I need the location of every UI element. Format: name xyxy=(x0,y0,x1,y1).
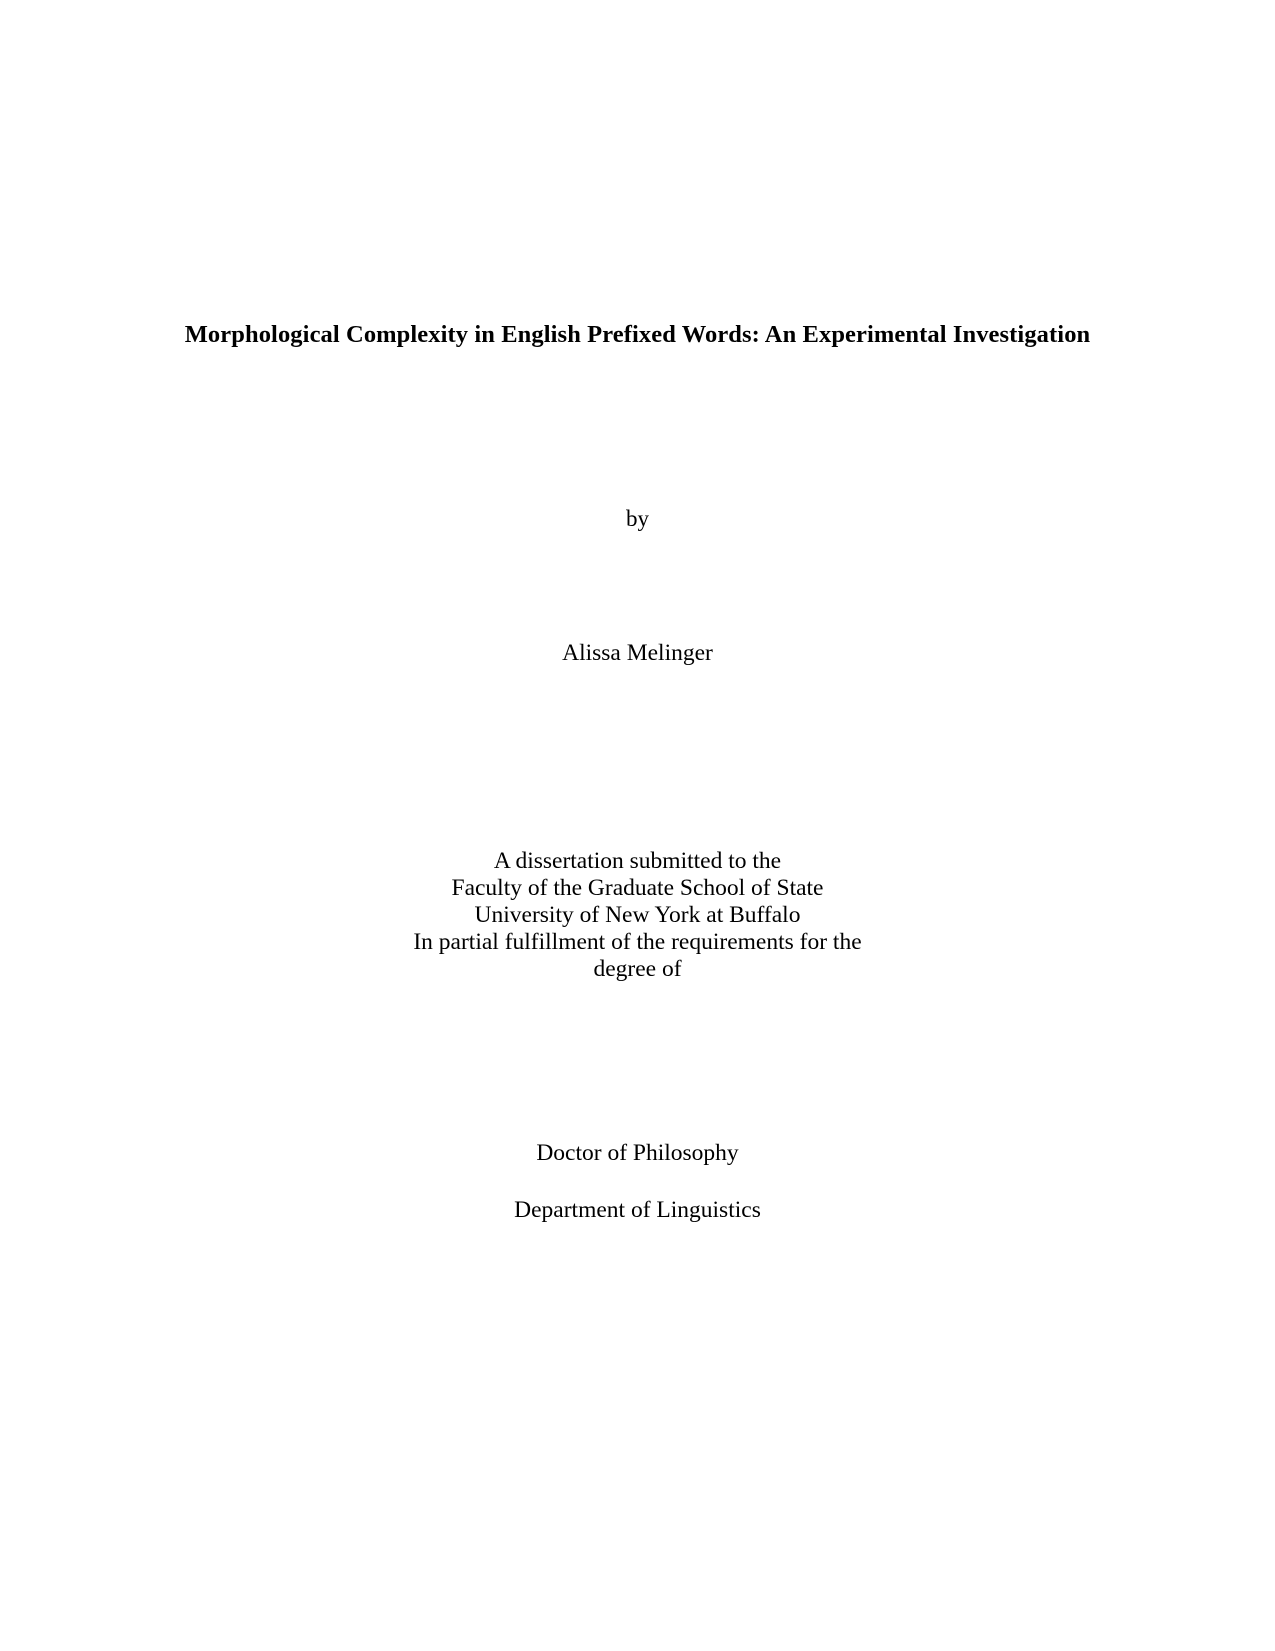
submission-line: In partial fulfillment of the requirements for the xyxy=(413,929,862,956)
department-name: Department of Linguistics xyxy=(514,1197,761,1224)
byline-section xyxy=(0,505,1275,534)
author-name: Alissa Melinger xyxy=(562,640,713,666)
degree-section xyxy=(0,1139,1275,1226)
submission-statement xyxy=(0,848,1275,983)
submission-line: Faculty of the Graduate School of State xyxy=(451,875,824,902)
degree-name: Doctor of Philosophy xyxy=(536,1140,739,1166)
submission-line: A dissertation submitted to the xyxy=(493,848,782,874)
page-title: Morphological Complexity in English Prefixed Words: An Experimental Investigation xyxy=(184,321,1091,348)
author-section xyxy=(0,639,1275,668)
byline-word: by xyxy=(626,506,649,531)
submission-line: University of New York at Buffalo xyxy=(474,902,801,929)
title-section xyxy=(0,320,1275,349)
submission-line: degree of xyxy=(593,956,682,983)
